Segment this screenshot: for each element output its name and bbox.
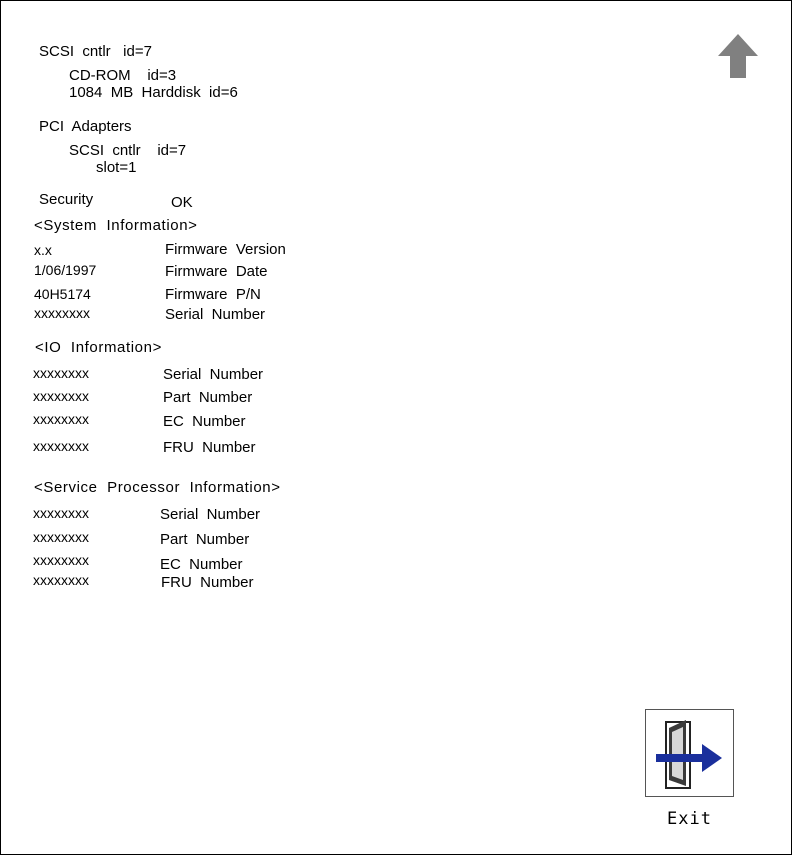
pci-slot: slot=1	[96, 159, 137, 176]
security-label: Security	[39, 191, 94, 208]
system-info-value: x.x	[34, 242, 52, 258]
system-info-label: Firmware Version	[165, 241, 286, 258]
sp-info-label: FRU Number	[161, 574, 254, 591]
sp-info-label: Part Number	[160, 531, 250, 548]
io-info-value: xxxxxxxx	[33, 388, 89, 404]
system-info-header: <System Information>	[34, 217, 198, 234]
pci-scsi-controller: SCSI cntlr id=7	[69, 142, 187, 159]
io-info-value: xxxxxxxx	[33, 365, 89, 381]
sp-info-label: EC Number	[160, 556, 243, 573]
pci-adapters-heading: PCI Adapters	[39, 118, 132, 135]
security-status: OK	[171, 194, 193, 211]
system-info-label: Serial Number	[165, 306, 266, 323]
system-info-label: Firmware P/N	[165, 286, 261, 303]
sp-info-label: Serial Number	[160, 506, 261, 523]
cdrom-device: CD-ROM id=3	[69, 67, 177, 84]
scsi-controller: SCSI cntlr id=7	[39, 43, 152, 60]
sp-info-value: xxxxxxxx	[33, 552, 89, 568]
system-info-value: 40H5174	[34, 286, 91, 302]
up-arrow-icon[interactable]	[718, 34, 758, 78]
io-info-label: Part Number	[163, 389, 253, 406]
sp-info-value: xxxxxxxx	[33, 572, 89, 588]
sp-info-value: xxxxxxxx	[33, 529, 89, 545]
exit-button[interactable]	[645, 709, 734, 797]
io-info-value: xxxxxxxx	[33, 411, 89, 427]
system-info-value: 1/06/1997	[34, 262, 97, 278]
harddisk-device: 1084 MB Harddisk id=6	[69, 84, 238, 101]
sp-info-value: xxxxxxxx	[33, 505, 89, 521]
io-info-label: Serial Number	[163, 366, 264, 383]
io-info-label: FRU Number	[163, 439, 256, 456]
io-info-value: xxxxxxxx	[33, 438, 89, 454]
system-info-label: Firmware Date	[165, 263, 268, 280]
exit-label[interactable]: Exit	[667, 809, 712, 829]
io-info-header: <IO Information>	[35, 339, 162, 356]
sp-info-header: <Service Processor Information>	[34, 479, 281, 496]
system-info-value: xxxxxxxx	[34, 305, 90, 321]
io-info-label: EC Number	[163, 413, 246, 430]
